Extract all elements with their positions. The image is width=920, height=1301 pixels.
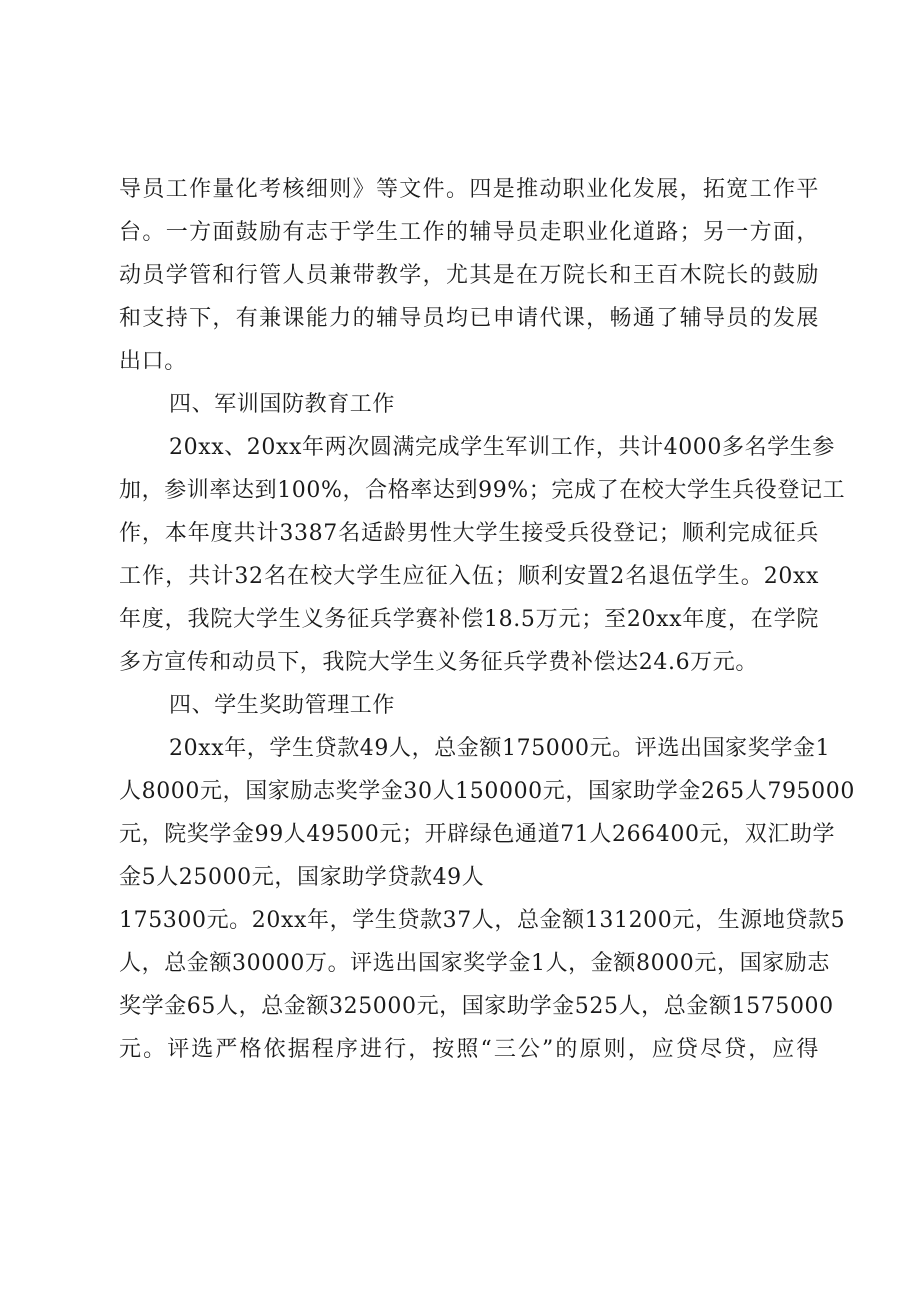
paragraph-line: 年度，我院大学生义务征兵学赛补偿18.5万元；至20xx年度，在学院: [119, 607, 819, 632]
paragraph-line: 20xx年，学生贷款49人，总金额175000元。评选出国家奖学金1: [169, 736, 831, 761]
paragraph-line: 和支持下，有兼课能力的辅导员均已申请代课，畅通了辅导员的发展: [119, 306, 819, 331]
paragraph-line: 元，院奖学金99人49500元；开辟绿色通道71人266400元，双汇助学: [119, 822, 836, 847]
paragraph-line: 金5人25000元，国家助学贷款49人: [119, 865, 485, 890]
paragraph-line: 出口。: [119, 349, 187, 374]
paragraph-line: 作，本年度共计3387名适龄男性大学生接受兵役登记；顺利完成征兵: [119, 521, 819, 546]
paragraph-line: 台。一方面鼓励有志于学生工作的辅导员走职业化道路；另一方面，: [119, 220, 819, 245]
paragraph-line: 奖学金65人，总金额325000元，国家助学金525人，总金额1575000: [119, 994, 834, 1019]
paragraph-line: 20xx、20xx年两次圆满完成学生军训工作，共计4000多名学生参: [169, 435, 836, 460]
body-text: [119, 168, 855, 1071]
paragraph-line: 导员工作量化考核细则》等文件。四是推动职业化发展，拓宽工作平: [119, 177, 819, 202]
paragraph-line: 元。评选严格依据程序进行，按照“三公”的原则，应贷尽贷，应得: [119, 1037, 819, 1062]
paragraph-line: 人，总金额30000万。评选出国家奖学金1人，金额8000元，国家励志: [119, 951, 830, 976]
paragraph-line: 175300元。20xx年，学生贷款37人，总金额131200元，生源地贷款5: [119, 908, 846, 933]
section-heading: 四、学生奖助管理工作: [169, 693, 396, 718]
paragraph-line: 多方宣传和动员下，我院大学生义务征兵学费补偿达24.6万元。: [119, 650, 758, 675]
paragraph-line: 加，参训率达到100%，合格率达到99%；完成了在校大学生兵役登记工: [119, 478, 846, 503]
paragraph-line: 工作，共计32名在校大学生应征入伍；顺利安置2名退伍学生。20xx: [119, 564, 819, 589]
section-heading: 四、军训国防教育工作: [169, 392, 396, 417]
paragraph-line: 人8000元，国家励志奖学金30人150000元，国家助学金265人795000: [119, 779, 855, 804]
paragraph-line: 动员学管和行管人员兼带教学，尤其是在万院长和王百木院长的鼓励: [119, 263, 819, 288]
